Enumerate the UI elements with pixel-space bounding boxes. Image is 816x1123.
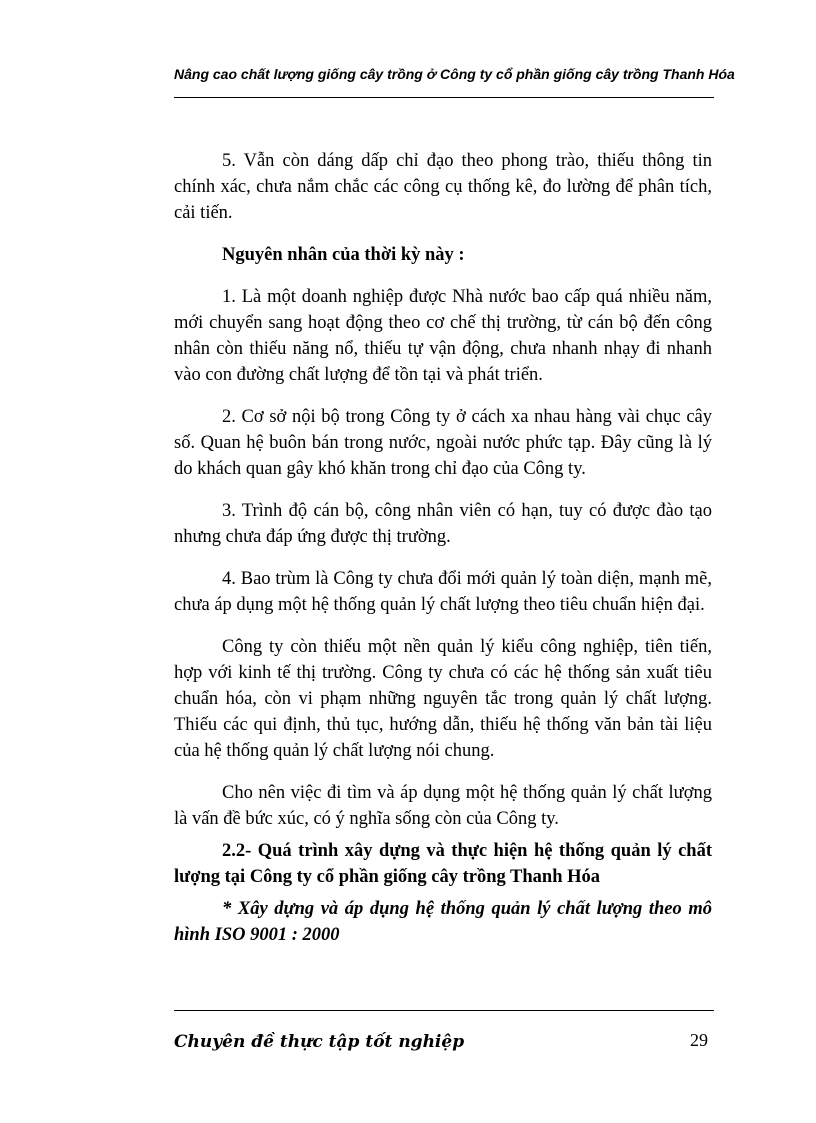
paragraph-management: Công ty còn thiếu một nền quản lý kiểu công nghiệp, tiên tiến, hợp với kinh tế thị trường. Công ty chưa có các hệ thống sản xuất tiêu chuẩn hóa, còn vi phạm những nguyên tắc trong quản lý chất lượng. Thiếu các qui định, thủ tục, hướng dẫn, thiếu hệ thống văn bản tài liệu của hệ thống quản lý chất lượng nói chung. xyxy=(174,637,712,761)
paragraph-point-5: 5. Vẫn còn dáng dấp chỉ đạo theo phong trào, thiếu thông tin chính xác, chưa nắm chắc các công cụ thống kê, đo lường để phân tích, cải tiến. xyxy=(174,151,712,223)
page-number: 29 xyxy=(690,1030,708,1050)
paragraph-conclusion: Cho nên việc đi tìm và áp dụng một hệ thống quản lý chất lượng là vấn đề bức xúc, có ý nghĩa sống còn của Công ty. xyxy=(174,783,712,829)
causes-heading: Nguyên nhân của thời kỳ này : xyxy=(222,245,465,265)
running-header: Nâng cao chất lượng giống cây trồng ở Công ty cổ phần giống cây trồng Thanh Hóa xyxy=(174,66,735,82)
footer-title: Chuyên đề thực tập tốt nghiệp xyxy=(174,1032,465,1052)
header-rule xyxy=(174,97,714,98)
subsection-heading-iso: * Xây dựng và áp dụng hệ thống quản lý chất lượng theo mô hình ISO 9001 : 2000 xyxy=(174,899,712,945)
page-body xyxy=(174,148,712,964)
paragraph-cause-2: 2. Cơ sở nội bộ trong Công ty ở cách xa nhau hàng vài chục cây số. Quan hệ buôn bán trong nước, ngoài nước phức tạp. Đây cũng là lý do khách quan gây khó khăn trong chỉ đạo của Công ty. xyxy=(174,407,712,479)
paragraph-cause-4: 4. Bao trùm là Công ty chưa đổi mới quản lý toàn diện, mạnh mẽ, chưa áp dụng một hệ thống quản lý chất lượng theo tiêu chuẩn hiện đại. xyxy=(174,569,712,615)
section-heading-2-2: 2.2- Quá trình xây dựng và thực hiện hệ thống quản lý chất lượng tại Công ty cổ phần giống cây trồng Thanh Hóa xyxy=(174,841,712,887)
paragraph-cause-1: 1. Là một doanh nghiệp được Nhà nước bao cấp quá nhiều năm, mới chuyển sang hoạt động theo cơ chế thị trường, từ cán bộ đến công nhân còn thiếu năng nổ, thiếu tự vận động, chưa nhanh nhạy đi nhanh vào con đường chất lượng để tồn tại và phát triển. xyxy=(174,287,712,385)
paragraph-cause-3: 3. Trình độ cán bộ, công nhân viên có hạn, tuy có được đào tạo nhưng chưa đáp ứng được thị trường. xyxy=(174,501,712,547)
footer-rule xyxy=(174,1010,714,1011)
